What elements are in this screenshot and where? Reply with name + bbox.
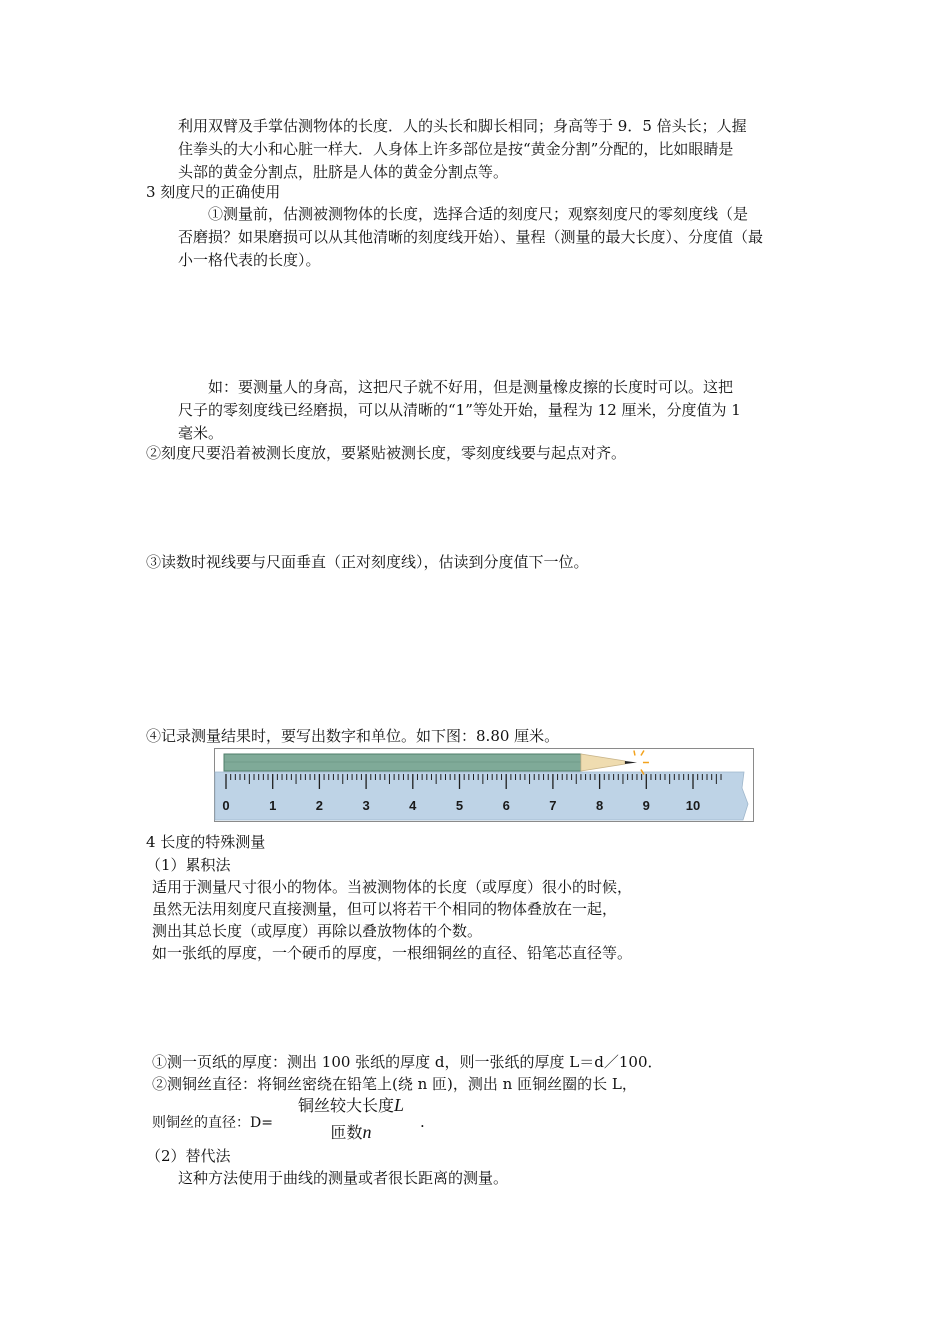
step3-text: ③读数时视线要与尺面垂直（正对刻度线），估读到分度值下一位。 [146, 553, 589, 571]
step1-line-3: 小一格代表的长度）。 [178, 251, 321, 269]
ruler-tick-label: 5 [455, 798, 464, 813]
pencil-tip-spark [634, 751, 635, 756]
example-line-2: 尺子的零刻度线已经磨损，可以从清晰的“1”等处开始，量程为 12 厘米，分度值为 1 [178, 401, 741, 419]
pencil-body [224, 754, 581, 771]
ruler-tick-label: 2 [315, 798, 324, 813]
ruler-tick-label: 9 [642, 798, 650, 813]
step4-text: ④记录测量结果时，要写出数字和单位。如下图：8.80 厘米。 [146, 727, 560, 745]
formula-denominator: 匝数n [330, 1122, 372, 1142]
formula-numerator: 铜丝较大长度L [297, 1095, 405, 1115]
section-3-heading: 3 刻度尺的正确使用 [146, 183, 281, 201]
method1-line-4: 如一张纸的厚度，一个硬币的厚度，一根细铜丝的直径、铅笔芯直径等。 [152, 944, 633, 962]
formula-prefix: 则铜丝的直径：D= [152, 1115, 273, 1131]
intro-line-2: 住拳头的大小和心脏一样大．人身体上许多部位是按“黄金分割”分配的，比如眼睛是 [178, 140, 734, 158]
example-line-3: 毫米。 [178, 424, 224, 442]
method1-item-1: ①测一页纸的厚度：测出 100 张纸的厚度 d，则一张纸的厚度 L＝d／100． [152, 1053, 663, 1071]
formula-suffix: . [420, 1113, 425, 1131]
ruler [215, 772, 748, 820]
ruler-face [215, 772, 748, 820]
ruler-pencil-figure [214, 748, 754, 822]
intro-line-1: 利用双臂及手掌估测物体的长度．人的头长和脚长相同；身高等于 9．5 倍头长；人握 [178, 117, 747, 135]
example-line-1: 如：要测量人的身高，这把尺子就不好用，但是测量橡皮擦的长度时可以。这把 [208, 378, 734, 396]
ruler-tick-label: 7 [549, 798, 557, 813]
diameter-formula [284, 1094, 418, 1144]
method2-line-1: 这种方法使用于曲线的测量或者很长距离的测量。 [178, 1169, 509, 1187]
ruler-tick-label: 4 [409, 798, 417, 813]
ruler-tick-label: 0 [222, 798, 230, 813]
step1-line-2: 否磨损？如果磨损可以从其他清晰的刻度线开始）、量程（测量的最大长度）、分度值（最 [178, 228, 764, 246]
method1-title: （1）累积法 [146, 856, 231, 874]
ruler-tick-label: 1 [269, 798, 277, 813]
method1-line-2: 虽然无法用刻度尺直接测量，但可以将若干个相同的物体叠放在一起， [152, 900, 618, 918]
ruler-tick-label: 10 [685, 798, 701, 813]
step1-line-1: ①测量前，估测被测物体的长度，选择合适的刻度尺；观察刻度尺的零刻度线（是 [208, 205, 749, 223]
section-4-heading: 4 长度的特殊测量 [146, 833, 266, 851]
ruler-tick-label: 8 [595, 798, 604, 813]
ruler-tick-label: 6 [502, 798, 510, 813]
method2-title: （2）替代法 [146, 1147, 231, 1165]
method1-line-1: 适用于测量尺寸很小的物体。当被测物体的长度（或厚度）很小的时候， [152, 878, 633, 896]
method1-item-2: ②测铜丝直径：将铜丝密绕在铅笔上(绕 n 匝)，测出 n 匝铜丝圈的长 L， [152, 1075, 637, 1093]
step2-text: ②刻度尺要沿着被测长度放，要紧贴被测长度，零刻度线要与起点对齐。 [146, 444, 627, 462]
intro-line-3: 头部的黄金分割点，肚脐是人体的黄金分割点等。 [178, 163, 509, 181]
method1-line-3: 测出其总长度（或厚度）再除以叠放物体的个数。 [152, 922, 483, 940]
ruler-tick-label: 3 [362, 798, 370, 813]
